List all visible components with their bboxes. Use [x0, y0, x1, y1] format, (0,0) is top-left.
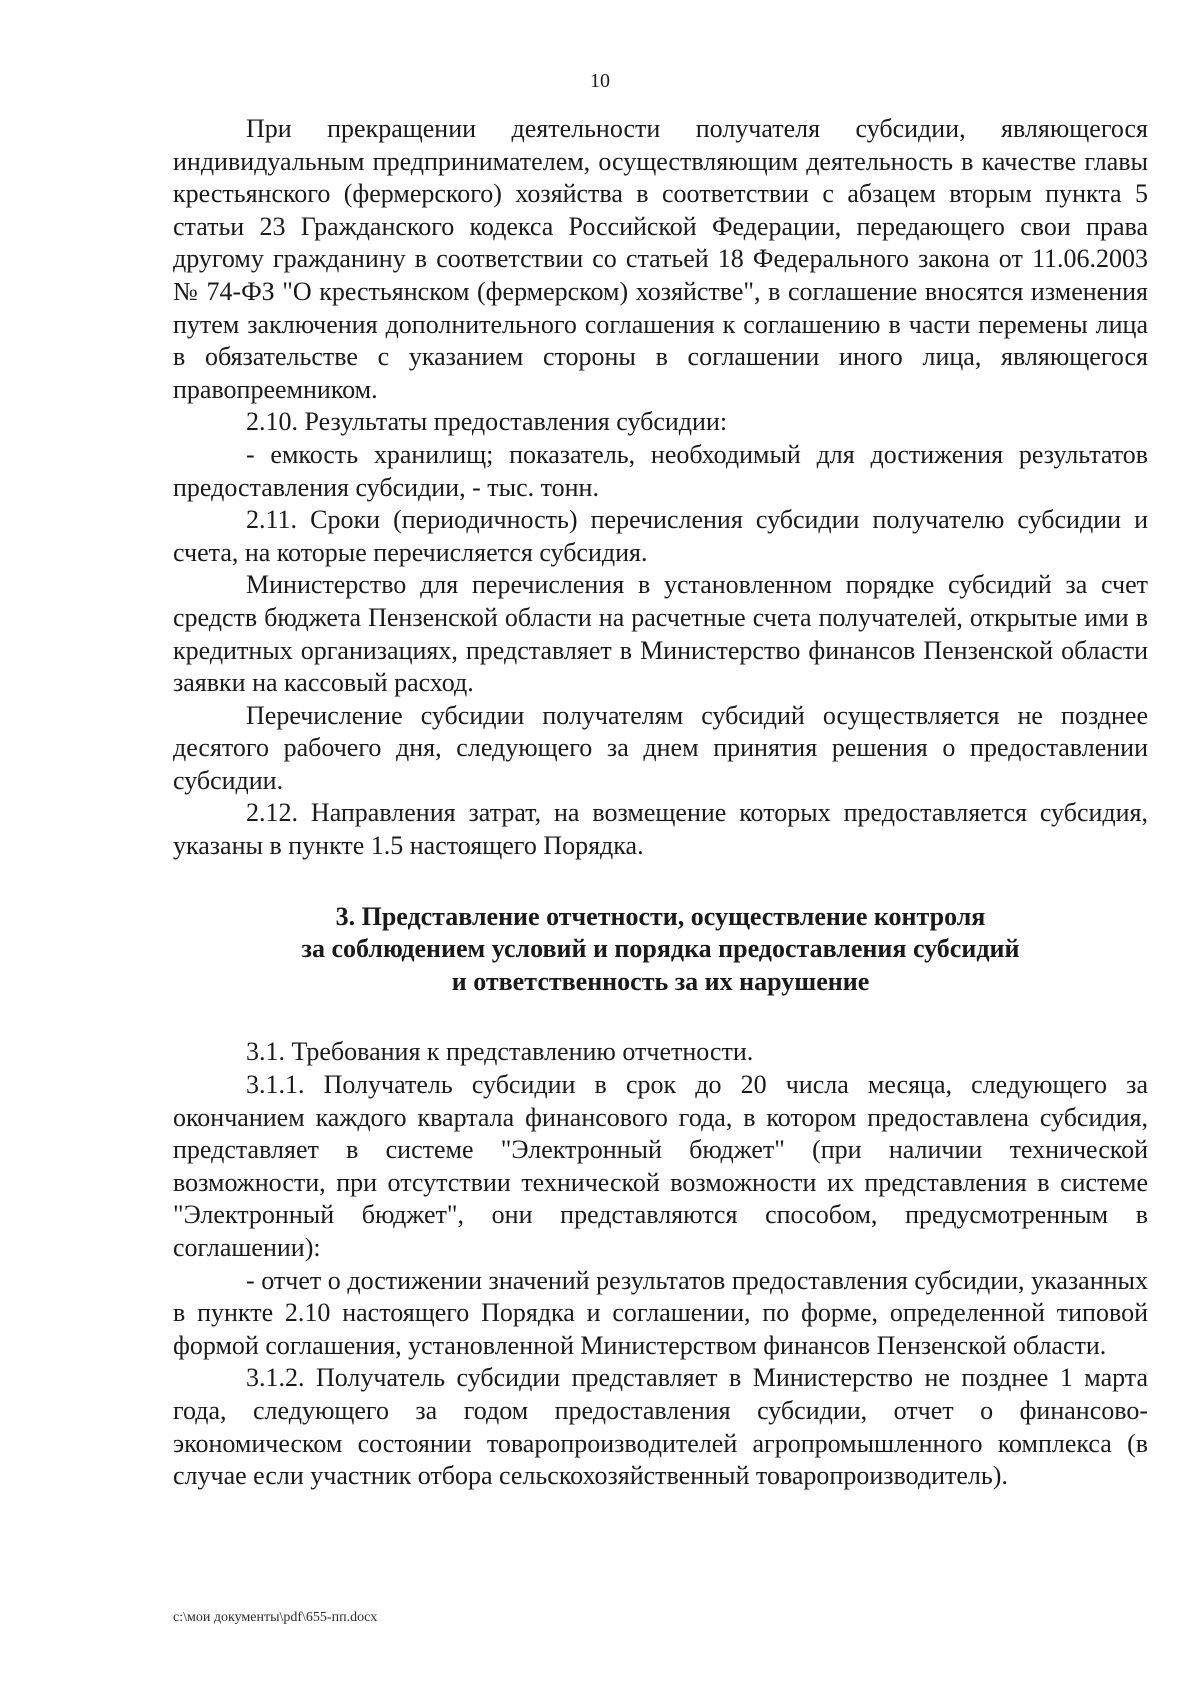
paragraph: 3.1.2. Получатель субсидии представляет в Министерство не позднее 1 марта года, следующего за годом предоставления субсидии, отчет о финансово-экономическом состоянии товаропроизводителей агропромышленного комплекса (в случае если участник отбора сельскохозяйственный товаропроизводитель). [173, 1363, 1148, 1491]
paragraph: 3.1.1. Получатель субсидии в срок до 20 числа месяца, следующего за окончанием каждого квартала финансового года, в котором предоставлена субсидия, представляет в системе "Электронный бюджет" (при наличии технической возможности, при отсутствии технической возможности их представления в системе "Электронный бюджет", они представляются способом, предусмотренным в соглашении): [173, 1070, 1148, 1262]
document-body [173, 113, 1148, 1493]
page-number: 10 [590, 70, 610, 92]
paragraph: 2.12. Направления затрат, на возмещение которых предоставляется субсидия, указаны в пункте 1.5 настоящего Порядка. [173, 798, 1148, 861]
paragraph: 3.1. Требования к представлению отчетности. [246, 1037, 754, 1067]
paragraph: При прекращении деятельности получателя субсидии, являющегося индивидуальным предпринимателем, осуществляющим деятельность в качестве главы крестьянского (фермерского) хозяйства в соответствии с абзацем вторым пункта 5 статьи 23 Гражданского кодекса Российской Федерации, передающего свои права другому гражданину в соответствии со статьей 18 Федерального закона от 11.06.2003 № 74-ФЗ "О крестьянском (фермерском) хозяйстве", в соглашение вносятся изменения путем заключения дополнительного соглашения к соглашению в части перемены лица в обязательстве с указанием стороны в соглашении иного лица, являющегося правопреемником. [173, 114, 1148, 404]
section-heading-line: за соблюдением условий и порядка предоставления субсидий [301, 934, 1020, 964]
paragraph: Министерство для перечисления в установленном порядке субсидий за счет средств бюджета Пензенской области на расчетные счета получателей, открытые ими в кредитных организациях, представляет в Министерство финансов Пензенской области заявки на кассовый расход. [173, 570, 1148, 698]
paragraph: 2.10. Результаты предоставления субсидии: [246, 407, 728, 437]
spacer [173, 998, 1148, 1036]
section-heading-line: и ответственность за их нарушение [451, 966, 870, 996]
section-heading-line: 3. Представление отчетности, осуществление контроля [335, 901, 986, 931]
footer-file-path: c:\мои документы\pdf\655-пп.docx [173, 1610, 378, 1625]
paragraph: 2.11. Сроки (периодичность) перечисления субсидии получателю субсидии и счета, на которые перечисляется субсидия. [173, 505, 1148, 567]
paragraph: Перечисление субсидии получателям субсидий осуществляется не позднее десятого рабочего дня, следующего за днем принятия решения о предоставлении субсидии. [173, 700, 1148, 795]
section-heading [173, 901, 1148, 999]
paragraph: - отчет о достижении значений результатов предоставления субсидии, указанных в пункте 2.10 настоящего Порядка и соглашении, по форме, определенной типовой формой соглашения, установленной Министерством финансов Пензенской области. [173, 1265, 1148, 1360]
paragraph: - емкость хранилищ; показатель, необходимый для достижения результатов предоставления субсидии, - тыс. тонн. [173, 439, 1148, 502]
